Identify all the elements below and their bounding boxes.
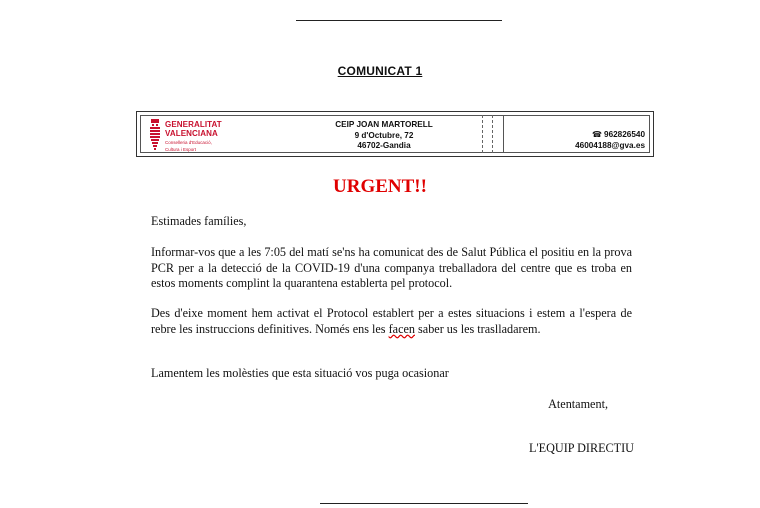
letterhead-divider (503, 115, 504, 153)
signoff: Atentament, (548, 397, 608, 411)
phone-number: 962826540 (604, 130, 645, 139)
document-title: COMUNICAT 1 (337, 64, 423, 78)
paragraph-announcement: Informar-vos que a les 7:05 del matí se'ns ha comunicat des de Salut Pública el positiu en la prova PCR per a la detecció de la COVID-19 d'una companya treballadora del centre que es troba en estos moments complint la quarantena establerta pel protocol. (151, 245, 632, 291)
logo-name-line: GENERALITAT (165, 120, 222, 129)
school-info (287, 120, 481, 152)
letterhead (136, 111, 654, 157)
greeting: Estimades famílies, (151, 214, 247, 228)
logo-name-line: VALENCIANA (165, 129, 218, 138)
signature: L'EQUIP DIRECTIU (529, 441, 634, 455)
contact-info (575, 130, 645, 151)
closing-line: Lamentem les molèsties que esta situació vos puga ocasionar (151, 366, 449, 380)
email-address: 46004188@gva.es (575, 140, 645, 150)
paragraph-protocol-text: saber us les traslladarem. (415, 321, 541, 336)
school-name: CEIP JOAN MARTORELL (335, 120, 433, 129)
top-rule (296, 20, 502, 21)
paragraph-protocol-text: Des d'eixe moment hem activat el Protocol establert per a estes situacions i estem a l'espera de rebre les instruccions definitives. Només ens les (151, 306, 632, 336)
logo-text (165, 120, 222, 152)
school-postal-code: 46702-Gandia (357, 141, 411, 150)
logo-department-line: Conselleria d'Educació, (165, 140, 212, 145)
letterhead-divider (482, 115, 483, 153)
letterhead-divider (492, 115, 493, 153)
coat-of-arms-icon (147, 118, 163, 152)
spellcheck-marked-word: facen (388, 321, 415, 336)
telephone-icon: ☎ (592, 130, 603, 139)
urgent-heading: URGENT!! (333, 176, 427, 197)
bottom-rule (320, 503, 528, 504)
generalitat-logo (147, 118, 257, 152)
school-address: 9 d'Octubre, 72 (354, 130, 414, 140)
logo-department-line: Cultura i Esport (165, 147, 197, 152)
paragraph-protocol (151, 306, 632, 337)
